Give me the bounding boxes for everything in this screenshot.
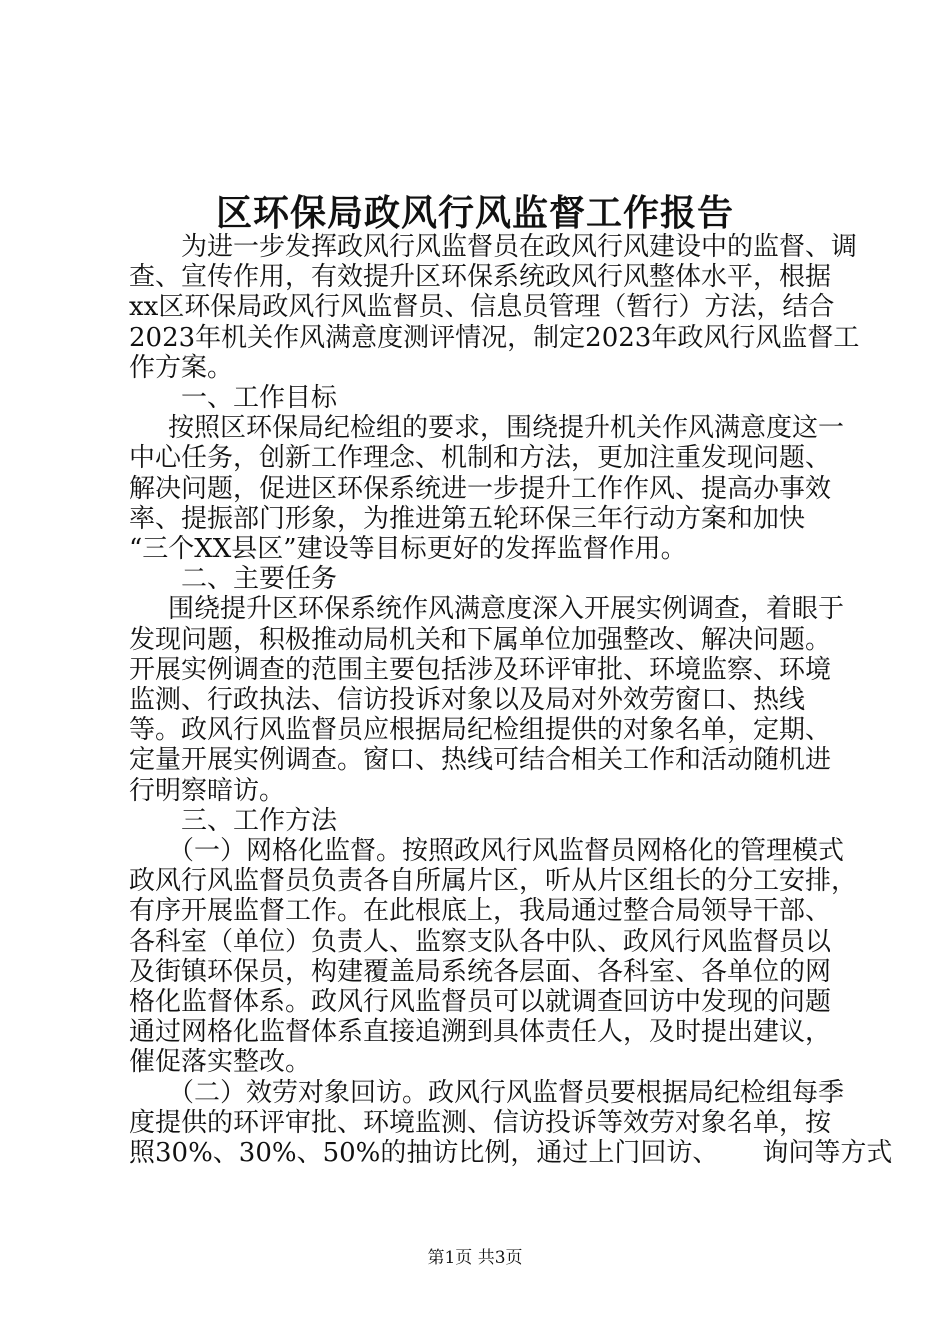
section-heading-methods: 三、工作方法 [181, 805, 338, 836]
paragraph-line: 按照区环保局纪检组的要求，围绕提升机关作风满意度这一 [168, 413, 845, 444]
paragraph-line: 作方案。 [129, 352, 234, 383]
paragraph-line: “三个XX县区”建设等目标更好的发挥监督作用。 [129, 534, 687, 565]
paragraph-line: 政风行风监督员负责各自所属片区，听从片区组长的分工安排， [129, 866, 858, 897]
paragraph-line-part: 询问等方式 [762, 1138, 893, 1169]
paragraph-line: 定量开展实例调查。窗口、热线可结合相关工作和活动随机进 [129, 745, 832, 776]
paragraph-line: 及街镇环保员，构建覆盖局系统各层面、各科室、各单位的网 [129, 956, 832, 987]
paragraph-line [129, 1138, 893, 1169]
paragraph-line: （二）效劳对象回访。政风行风监督员要根据局纪检组每季 [168, 1077, 845, 1108]
document-title: 区环保局政风行风监督工作报告 [215, 192, 734, 234]
paragraph-line: 为进一步发挥政风行风监督员在政风行风建设中的监督、调 [181, 232, 858, 262]
paragraph-line: 2023年机关作风满意度测评情况，制定2023年政风行风监督工 [129, 322, 860, 353]
page-footer: 第1页 共3页 [427, 1248, 523, 1268]
paragraph-line-part: 照30%、30%、50%的抽访比例，通过上门回访、 [129, 1138, 719, 1169]
paragraph-line: 度提供的环评审批、环境监测、信访投诉等效劳对象名单，按 [129, 1107, 832, 1138]
paragraph-line: 围绕提升区环保系统作风满意度深入开展实例调查，着眼于 [168, 594, 845, 625]
paragraph-line: 查、宣传作用，有效提升区环保系统政风行风整体水平，根据 [129, 262, 832, 293]
paragraph-line: 解决问题，促进区环保系统进一步提升工作作风、提高办事效 [129, 473, 832, 504]
document-body [129, 232, 893, 1169]
paragraph-line: 通过网格化监督体系直接追溯到具体责任人，及时提出建议， [129, 1017, 832, 1048]
paragraph-line: 等。政风行风监督员应根据局纪检组提供的对象名单，定期、 [129, 715, 832, 746]
paragraph-line: xx区环保局政风行风监督员、信息员管理（暂行）方法，结合 [129, 292, 835, 323]
paragraph-line: 监测、行政执法、信访投诉对象以及局对外效劳窗口、热线 [129, 685, 806, 716]
paragraph-line: 各科室（单位）负责人、监察支队各中队、政风行风监督员以 [129, 926, 832, 957]
paragraph-line: 开展实例调查的范围主要包括涉及环评审批、环境监察、环境 [129, 654, 832, 685]
paragraph-line: 发现问题，积极推动局机关和下属单位加强整改、解决问题。 [129, 624, 832, 655]
paragraph-line: 格化监督体系。政风行风监督员可以就调查回访中发现的问题 [129, 987, 832, 1018]
paragraph-line: 行明察暗访。 [129, 775, 286, 806]
paragraph-line: 中心任务，创新工作理念、机制和方法，更加注重发现问题、 [129, 443, 832, 474]
paragraph-line: 有序开展监督工作。在此根底上，我局通过整合局领导干部、 [129, 896, 832, 927]
section-heading-goals: 一、工作目标 [181, 383, 338, 414]
paragraph-line: 率、提振部门形象，为推进第五轮环保三年行动方案和加快 [129, 503, 806, 534]
paragraph-line: （一）网格化监督。按照政风行风监督员网格化的管理模式 [168, 836, 845, 867]
section-heading-tasks: 二、主要任务 [181, 564, 338, 595]
paragraph-line: 催促落实整改。 [129, 1047, 312, 1078]
